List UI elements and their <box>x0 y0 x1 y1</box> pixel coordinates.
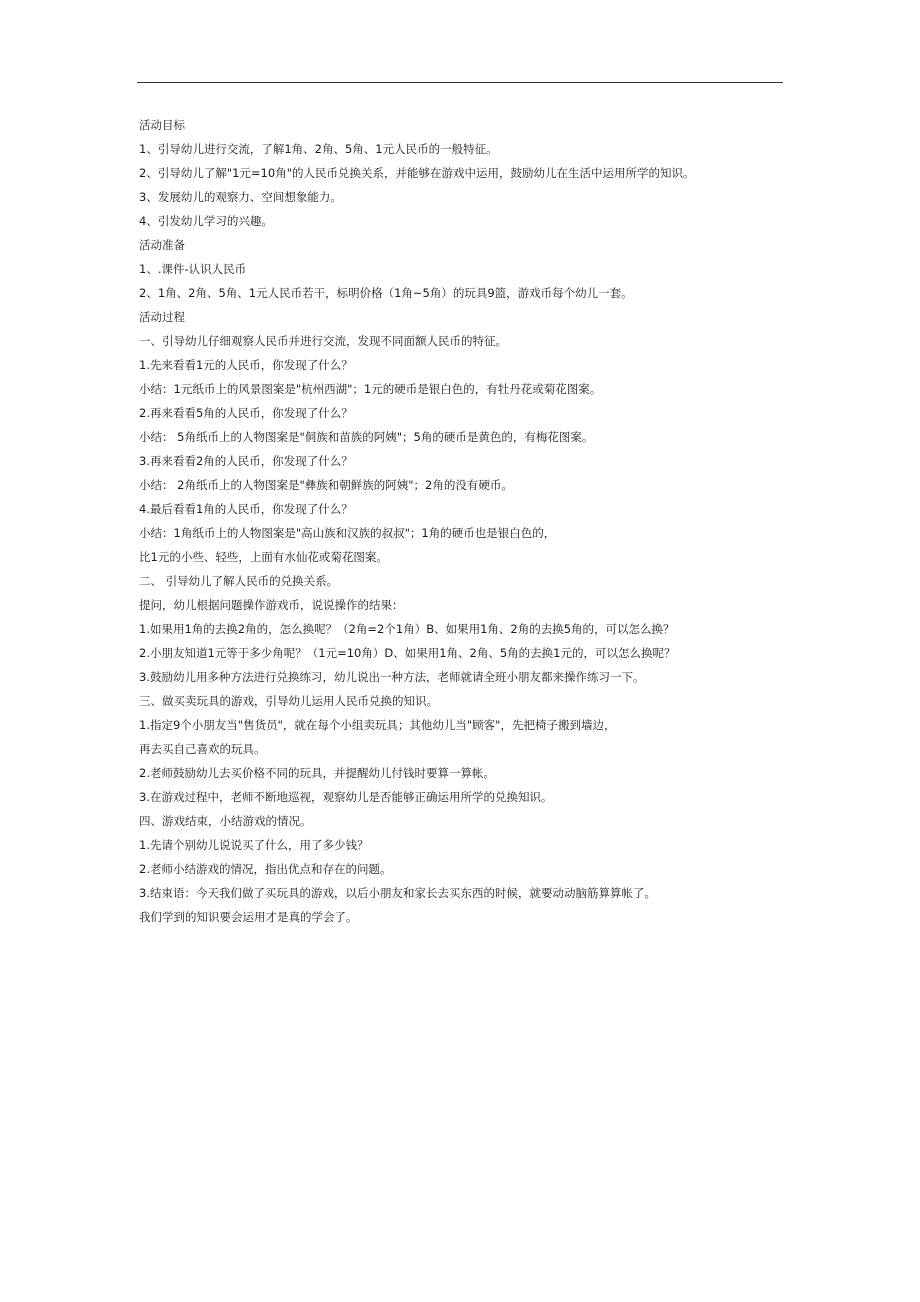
goal-item: 4、引发幼儿学习的兴趣。 <box>139 214 273 228</box>
goal-item: 1、引导幼儿进行交流，了解1角、2角、5角、1元人民币的一般特征。 <box>139 142 498 156</box>
process-line: 2.小朋友知道1元等于多少角呢？（1元=10角）D、如果用1角、2角、5角的去换1元的，可以怎么换呢？ <box>139 646 676 660</box>
process-line: 小结：1角纸币上的人物图案是"高山族和汉族的叔叔"；1角的硬币也是银白色的， <box>139 526 556 540</box>
preparation-item: 1、.课件-认识人民币 <box>139 262 247 276</box>
process-line: 3.在游戏过程中，老师不断地巡视，观察幼儿是否能够正确运用所学的兑换知识。 <box>139 790 553 804</box>
section-heading-preparation: 活动准备 <box>139 238 185 252</box>
process-line: 1.如果用1角的去换2角的，怎么换呢？（2角=2个1角）B、如果用1角、2角的去换5角的，可以怎么换？ <box>139 622 675 636</box>
process-line: 比1元的小些、轻些，上面有水仙花或菊花图案。 <box>139 550 388 564</box>
process-line: 1.先来看看1元的人民币，你发现了什么？ <box>139 358 353 372</box>
section-heading-goals: 活动目标 <box>139 118 185 132</box>
process-line: 3.鼓励幼儿用多种方法进行兑换练习，幼儿说出一种方法，老师就请全班小朋友都来操作练习一下。 <box>139 670 645 684</box>
header-rule <box>137 82 783 83</box>
process-line: 1.指定9个小朋友当"售货员"，就在每个小组卖玩具；其他幼儿当"顾客"，先把椅子搬到墙边， <box>139 718 616 732</box>
process-line: 2.老师小结游戏的情况，指出优点和存在的问题。 <box>139 862 392 876</box>
document-body <box>139 113 799 929</box>
process-line: 提问，幼儿根据问题操作游戏币，说说操作的结果： <box>139 598 404 612</box>
preparation-item: 2、1角、2角、5角、1元人民币若干，标明价格（1角~5角）的玩具9篮，游戏币每个幼儿一套。 <box>139 286 633 300</box>
process-line: 3.再来看看2角的人民币，你发现了什么？ <box>139 454 353 468</box>
process-step-heading: 二、 引导幼儿了解人民币的兑换关系。 <box>139 574 339 588</box>
process-step-heading: 三、做买卖玩具的游戏，引导幼儿运用人民币兑换的知识。 <box>139 694 438 708</box>
process-line: 我们学到的知识要会运用才是真的学会了。 <box>139 910 358 924</box>
process-step-heading: 一、引导幼儿仔细观察人民币并进行交流，发现不同面额人民币的特征。 <box>139 334 507 348</box>
process-line: 4.最后看看1角的人民币，你发现了什么？ <box>139 502 353 516</box>
process-line: 3.结束语：今天我们做了买玩具的游戏，以后小朋友和家长去买东西的时候，就要动动脑筋算算帐了。 <box>139 886 656 900</box>
process-line: 2.老师鼓励幼儿去买价格不同的玩具，并提醒幼儿付钱时要算一算帐。 <box>139 766 495 780</box>
process-line: 小结：1元纸币上的风景图案是"杭州西湖"；1元的硬币是银白色的，有牡丹花或菊花图案。 <box>139 382 602 396</box>
process-line: 1.先请个别幼儿说说买了什么，用了多少钱？ <box>139 838 369 852</box>
process-line: 再去买自己喜欢的玩具。 <box>139 742 266 756</box>
process-line: 2.再来看看5角的人民币，你发现了什么？ <box>139 406 353 420</box>
section-heading-process: 活动过程 <box>139 310 185 324</box>
goal-item: 2、引导幼儿了解"1元=10角"的人民币兑换关系，并能够在游戏中运用，鼓励幼儿在生活中运用所学的知识。 <box>139 166 695 180</box>
process-line: 小结： 5角纸币上的人物图案是"侗族和苗族的阿姨"；5角的硬币是黄色的，有梅花图案。 <box>139 430 594 444</box>
process-step-heading: 四、游戏结束，小结游戏的情况。 <box>139 814 312 828</box>
goal-item: 3、发展幼儿的观察力、空间想象能力。 <box>139 190 342 204</box>
process-line: 小结： 2角纸币上的人物图案是"彝族和朝鲜族的阿姨"；2角的没有硬币。 <box>139 478 513 492</box>
